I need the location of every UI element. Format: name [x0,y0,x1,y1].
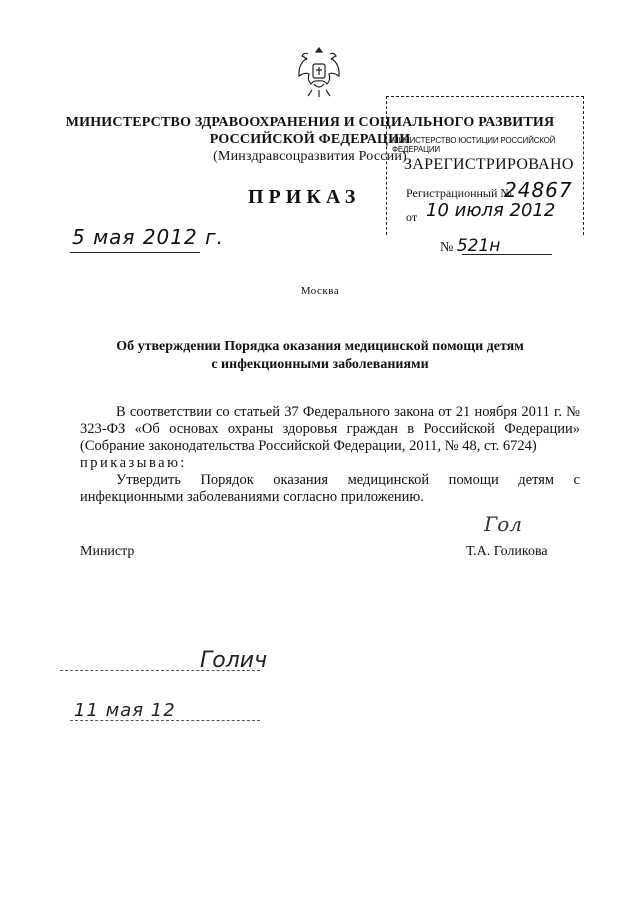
order-number [440,236,500,256]
stamp-organization: МИНИСТЕРСТВО ЮСТИЦИИ РОССИЙСКОЙ ФЕДЕРАЦИИ [392,136,556,154]
signatory-position: Министр [80,544,135,559]
order-word: приказываю: [80,455,187,471]
document-title [90,338,550,374]
order-date-underline [70,252,200,253]
document-body [80,404,580,506]
body-paragraph-1: В соответствии со статьей 37 Федерального закона от 21 ноября 2011 г. № 323-ФЗ «Об основах охраны здоровья граждан в Российской Федерации» (Собрание законодательства Российской Федерации, 2011, № 48, ст. 6724) [80,404,580,454]
signatory-name: Т.А. Голикова [466,544,548,559]
title-line2: с инфекционными заболеваниями [211,357,429,372]
stamp-reg-number-label: Регистрационный № [406,186,512,200]
stamp-reg-number: 24867 [504,178,573,202]
ministry-name-line1: МИНИСТЕРСТВО ЗДРАВООХРАНЕНИЯ И СОЦИАЛЬНОГО РАЗВИТИЯ [65,115,555,130]
order-date: 5 мая 2012 г. [72,225,224,249]
order-city: Москва [300,285,340,297]
handwritten-note-1: Голич [200,648,268,673]
ministry-name-line2: РОССИЙСКОЙ ФЕДЕРАЦИИ [209,132,411,147]
body-paragraph-2: Утвердить Порядок оказания медицинской помощи детям с инфекционными заболеваниями согласно приложению. [80,472,580,505]
handwritten-note-2: 11 мая 12 [74,700,176,721]
coat-of-arms-icon [294,44,344,100]
stamp-date-value: 10 июля 2012 [426,200,556,221]
order-number-value: 521н [456,236,501,256]
order-number-label: № [440,240,454,255]
order-number-underline [462,254,552,255]
handwritten-signature: Гол [484,512,523,536]
stamp-date-label: от [406,210,418,224]
title-line1: Об утверждении Порядка оказания медицинской помощи детям [116,339,524,354]
order-heading: ПРИКАЗ [248,186,361,208]
stamp-registered: ЗАРЕГИСТРИРОВАНО [404,156,574,173]
ministry-short-name: (Минздравсоцразвития России) [213,149,407,164]
